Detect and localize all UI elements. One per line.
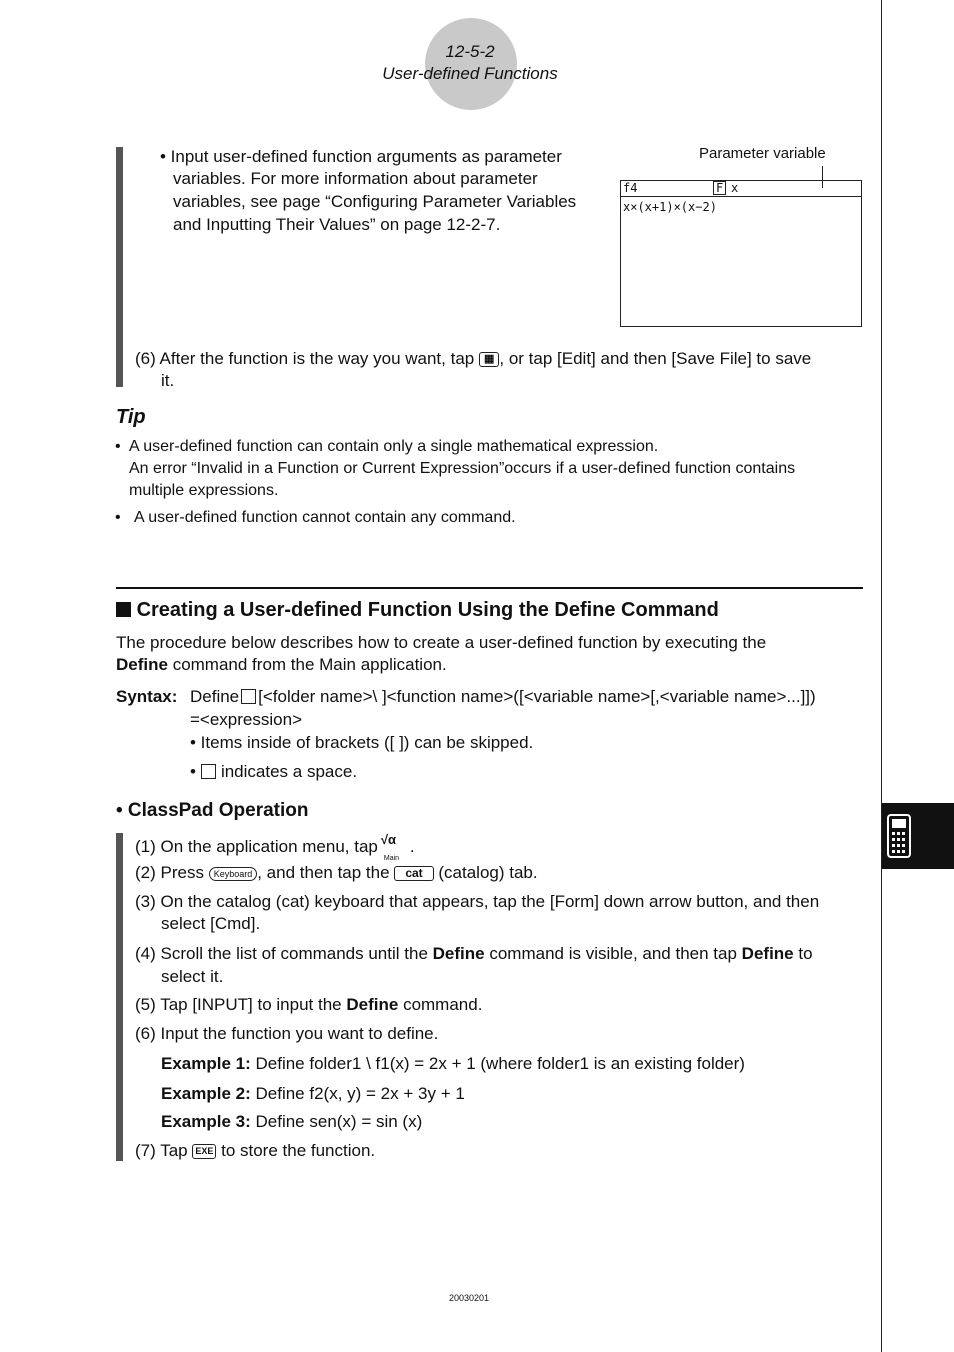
main-app-icon: √α Main (378, 832, 410, 858)
syntax-line-1 (190, 685, 816, 708)
syntax-note-2-bullet: • (190, 762, 196, 781)
tip-line-3: multiple expressions. (129, 482, 279, 499)
tip-bullet-2: • (115, 509, 121, 526)
op-step-3-line-1: (3) On the catalog (cat) keyboard that appears, tap the [Form] down arrow button, and then (135, 892, 820, 911)
section-rule (116, 587, 863, 589)
figure-label: Parameter variable (699, 145, 826, 162)
space-symbol-legend (201, 764, 216, 779)
parameter-bullet-line-3: variables, see page “Configuring Parameter Variables (173, 192, 577, 211)
op-step-6: (6) Input the function you want to define. (135, 1024, 439, 1043)
screen-toolbar (621, 181, 861, 197)
example-3-text: Define sen(x) = sin (x) (255, 1112, 423, 1131)
step6-save-text-a: (6) After the function is the way you want, tap (135, 349, 475, 368)
step-margin-bar (116, 147, 123, 387)
intro-line-2-rest: command from the Main application. (167, 655, 447, 674)
op-step-2-c: (catalog) tab. (438, 863, 538, 882)
syntax-note-1: • Items inside of brackets ([ ]) can be skipped. (190, 733, 534, 752)
save-file-icon: ▦ (479, 352, 499, 367)
section-heading (116, 599, 719, 622)
syntax-label: Syntax: (116, 687, 178, 706)
intro-define-bold: Define (116, 655, 168, 674)
op-step-7-a: (7) Tap (135, 1141, 188, 1160)
syntax-define: Define (190, 687, 240, 706)
step6-save-line2: it. (161, 371, 175, 390)
example-2-label: Example 2: (161, 1084, 251, 1103)
space-symbol (241, 689, 256, 704)
calculator-screen (620, 180, 862, 327)
example-3 (161, 1110, 422, 1133)
operation-margin-bar (116, 833, 123, 1161)
op-step-3-line-2: select [Cmd]. (161, 914, 261, 933)
tip-line-4: A user-defined function cannot contain any command. (134, 509, 516, 526)
example-1-text: Define folder1 \ f1(x) = 2x + 1 (where folder1 is an existing folder) (255, 1054, 745, 1073)
op-step-1-text: (1) On the application menu, tap (135, 837, 378, 856)
syntax-line-2: =<expression> (190, 710, 302, 729)
op-step-5-b: Define (346, 995, 399, 1014)
step6-save-text-b: , or tap [Edit] and then [Save File] to save (499, 349, 812, 368)
op-step-7-b: to store the function. (221, 1141, 376, 1160)
function-expression: x×(x+1)×(x−2) (623, 200, 717, 214)
function-name-field: f4 (623, 181, 638, 195)
page-edge-rule (881, 0, 882, 1352)
parameter-bullet-line-4: and Inputting Their Values” on page 12-2-7. (173, 215, 501, 234)
cat-tab-icon: cat (394, 866, 433, 881)
intro-line-1: The procedure below describes how to create a user-defined function by executing the (116, 633, 767, 652)
keyboard-key-icon: Keyboard (209, 867, 258, 881)
op-step-5-c: command. (403, 995, 483, 1014)
section-heading-text: Creating a User-defined Function Using the Define Command (136, 599, 719, 621)
syntax-note-2 (190, 760, 357, 783)
op-step-1-end: . (409, 837, 415, 856)
syntax-rest: [<folder name>\ ]<function name>([<variable name>[,<variable name>...]]) (258, 687, 816, 706)
tip-bullet-1: • (115, 438, 121, 455)
op-step-4-line-2: select it. (161, 967, 224, 986)
example-2-text: Define f2(x, y) = 2x + 3y + 1 (255, 1084, 465, 1103)
op-step-4-a: (4) Scroll the list of commands until the (135, 944, 428, 963)
operation-title: • ClassPad Operation (116, 800, 309, 821)
op-step-1 (135, 832, 415, 862)
page-number: 12-5-2 (445, 42, 495, 61)
op-step-2-b: , and then tap the (257, 863, 390, 882)
step6-save-line1 (135, 347, 811, 370)
syntax-note-2-text: indicates a space. (220, 762, 358, 781)
op-step-4-line-1 (135, 942, 813, 965)
section-title: User-defined Functions (382, 64, 558, 83)
op-step-4-e: to (798, 944, 813, 963)
example-3-label: Example 3: (161, 1112, 251, 1131)
example-1 (161, 1052, 745, 1075)
tip-title: Tip (116, 406, 146, 428)
parameter-bullet-line-2: variables. For more information about parameter (173, 169, 538, 188)
calculator-icon (882, 803, 954, 869)
tip-line-1: A user-defined function can contain only a single mathematical expression. (129, 438, 659, 455)
op-step-2-a: (2) Press (135, 863, 204, 882)
function-type-field: F (713, 181, 726, 195)
parameter-bullet-line-1: • Input user-defined function arguments as parameter (160, 147, 562, 166)
op-step-2 (135, 861, 538, 884)
example-1-label: Example 1: (161, 1054, 251, 1073)
main-app-icon-label: Main (383, 855, 400, 862)
intro-line-2 (116, 653, 447, 676)
exe-key-icon: EXE (192, 1144, 216, 1159)
op-step-4-d: Define (741, 944, 794, 963)
chapter-tab (882, 803, 954, 869)
tip-line-2: An error “Invalid in a Function or Current Expression”occurs if a user-defined function contains (129, 460, 796, 477)
op-step-4-c: command is visible, and then tap (489, 944, 737, 963)
parameter-field: x (731, 181, 739, 195)
op-step-5 (135, 993, 482, 1016)
footer-code: 20030201 (449, 1293, 490, 1303)
op-step-4-b: Define (432, 944, 485, 963)
op-step-7 (135, 1139, 375, 1162)
square-bullet-icon (116, 602, 131, 617)
op-step-5-a: (5) Tap [INPUT] to input the (135, 995, 342, 1014)
example-2 (161, 1082, 465, 1105)
